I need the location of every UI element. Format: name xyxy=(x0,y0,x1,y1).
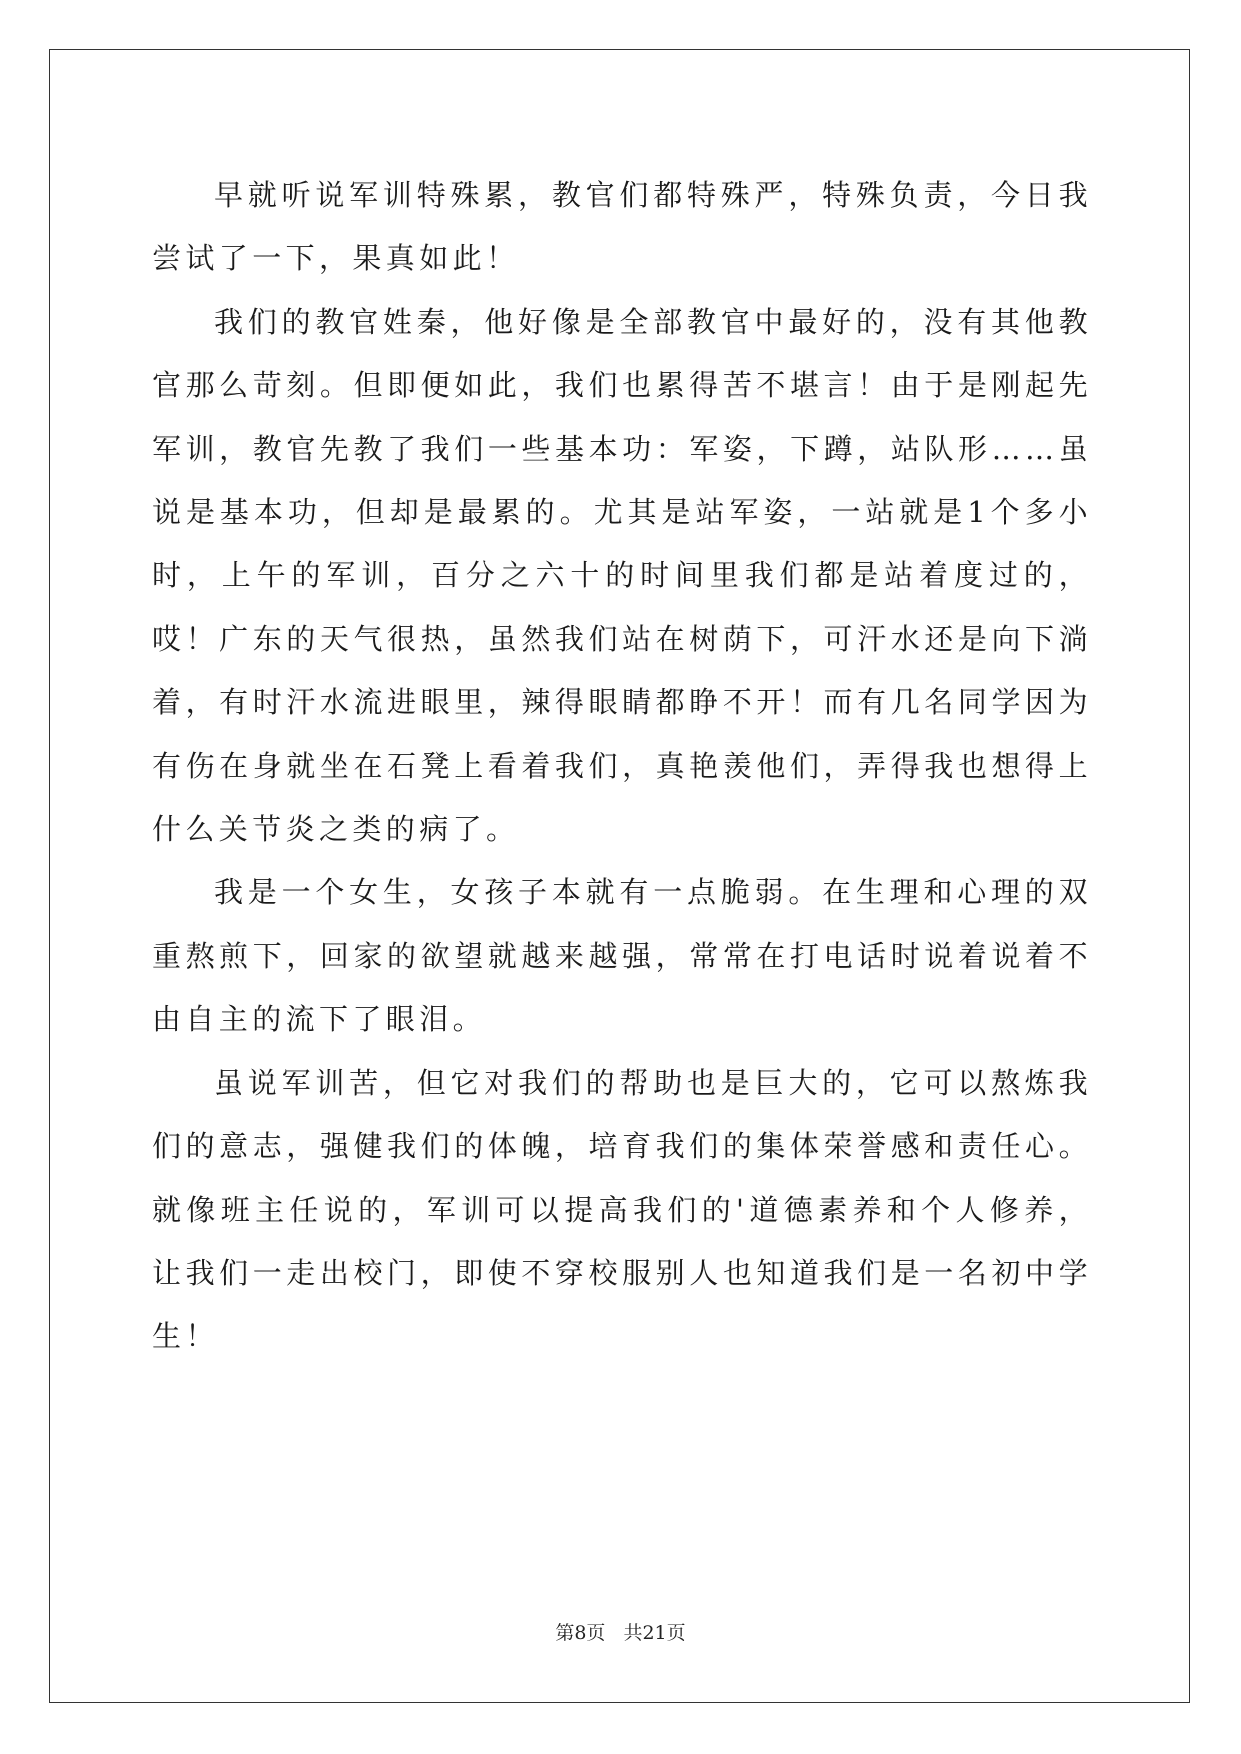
page-footer xyxy=(0,1618,1241,1645)
paragraph-4: 虽说军训苦，但它对我们的帮助也是巨大的，它可以熬炼我们的意志，强健我们的体魄，培育我们的集体荣誉感和责任心。就像班主任说的，军训可以提高我们的'道德素养和个人修养，让我们一走出校门，即使不穿校服别人也知道我们是一名初中学生！ xyxy=(152,1065,1092,1354)
page-number-total: 共21页 xyxy=(623,1622,686,1644)
paragraph-2: 我们的教官姓秦，他好像是全部教官中最好的，没有其他教官那么苛刻。但即便如此，我们也累得苦不堪言！由于是刚起先军训，教官先教了我们一些基本功：军姿，下蹲，站队形……虽说是基本功，但却是最累的。尤其是站军姿，一站就是1个多小时，上午的军训，百分之六十的时间里我们都是站着度过的，哎！广东的天气很热，虽然我们站在树荫下，可汗水还是向下淌着，有时汗水流进眼里，辣得眼睛都睁不开！而有几名同学因为有伤在身就坐在石凳上看着我们，真艳羡他们，弄得我也想得上什么关节炎之类的病了。 xyxy=(152,304,1092,847)
page-number-current: 第8页 xyxy=(555,1622,606,1644)
paragraph-3: 我是一个女生，女孩子本就有一点脆弱。在生理和心理的双重熬煎下，回家的欲望就越来越强，常常在打电话时说着说着不由自主的流下了眼泪。 xyxy=(152,875,1092,1037)
document-body xyxy=(152,164,1092,1369)
paragraph-1: 早就听说军训特殊累，教官们都特殊严，特殊负责，今日我尝试了一下，果真如此！ xyxy=(152,178,1092,276)
